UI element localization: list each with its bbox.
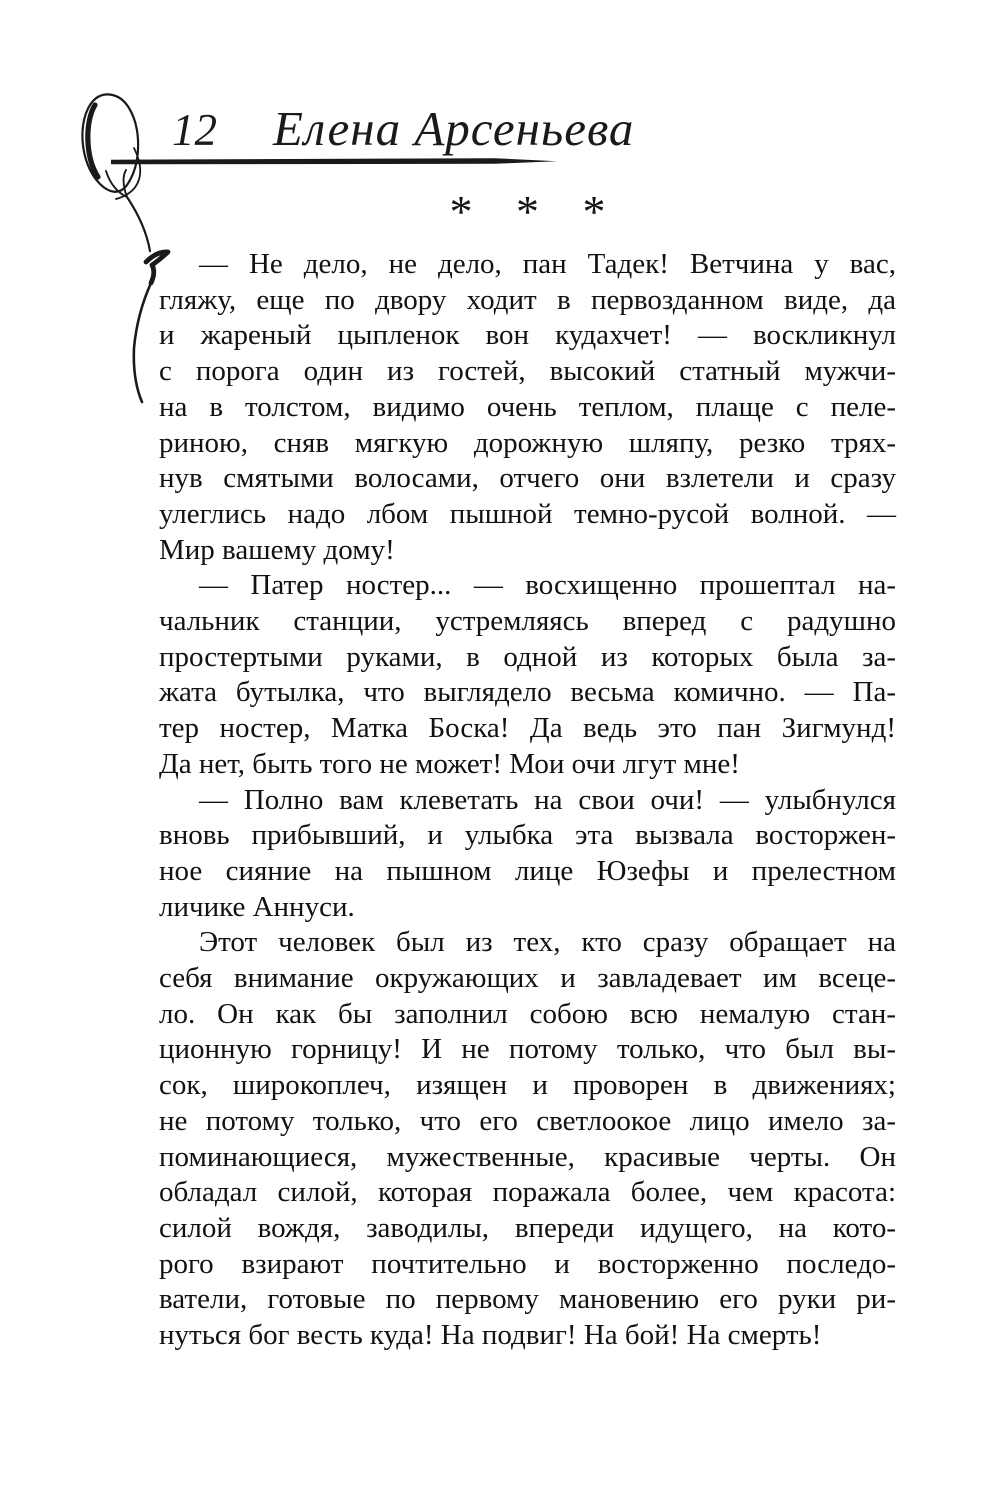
paragraph-2	[159, 568, 896, 782]
author-name: Елена Арсеньева	[273, 101, 635, 156]
text-line: тер ностер, Матка Боска! Да ведь это пан Зигмунд!	[159, 712, 896, 745]
text-line: рого взирают почтительно и восторженно последо-	[159, 1247, 896, 1280]
text-line: простертыми руками, в одной из которых была за-	[159, 640, 896, 673]
text-line: Мир вашему дому!	[159, 533, 395, 566]
text-line: вновь прибывший, и улыбка эта вызвала восторжен-	[159, 819, 896, 852]
text-line: силой вождя, заводилы, впереди идущего, на кото-	[159, 1211, 896, 1244]
paragraph-4	[159, 925, 896, 1353]
text-line: — Полно вам клеветать на свои очи! — улыбнулся	[199, 783, 896, 816]
text-line: — Патер ностер... — восхищенно прошептал на-	[199, 569, 896, 602]
text-line: — Не дело, не дело, пан Тадек! Ветчина у вас,	[199, 248, 896, 280]
header-rule	[111, 158, 557, 164]
text-line: и жареный цыпленок вон кудахчет! — воскликнул	[159, 319, 896, 352]
text-line: риною, сняв мягкую дорожную шляпу, резко трях-	[159, 426, 896, 459]
page-number: 12	[172, 105, 217, 155]
text-line: улеглись надо лбом пышной темно-русой волной. —	[159, 497, 896, 530]
text-line: не потому только, что его светлоокое лицо имело за-	[159, 1104, 896, 1137]
text-line: нув смятыми волосами, отчего они взлетели и сразу	[159, 462, 896, 495]
text-line: ционную горницу! И не потому только, что был вы-	[159, 1033, 896, 1066]
page-header	[172, 100, 634, 157]
text-line: Да нет, быть того не может! Мои очи лгут мне!	[159, 747, 740, 780]
text-line: сок, широкоплеч, изящен и проворен в движениях;	[159, 1069, 896, 1102]
text-line: личике Аннуси.	[159, 890, 355, 923]
text-line: с порога один из гостей, высокий статный мужчи-	[159, 355, 896, 388]
text-line: обладал силой, которая поражала более, чем красота:	[159, 1176, 896, 1209]
text-line: на в толстом, видимо очень теплом, плаще с пеле-	[159, 390, 896, 423]
text-line: себя внимание окружающих и завладевает им всеце-	[159, 962, 896, 995]
text-line: Этот человек был из тех, кто сразу обращает на	[199, 926, 896, 959]
text-line: ное сияние на пышном лице Юзефы и прелестном	[159, 854, 896, 887]
section-separator: * * *	[449, 186, 622, 237]
text-line: ватели, готовые по первому мановению его руки ри-	[159, 1283, 896, 1316]
text-line: жата бутылка, что выглядело весьма комично. — Па-	[159, 676, 896, 709]
text-line: чальник станции, устремляясь вперед с радушно	[159, 605, 896, 638]
text-line: нуться бог весть куда! На подвиг! На бой! На смерть!	[159, 1319, 822, 1352]
text-line: поминающиеся, мужественные, красивые черты. Он	[159, 1140, 896, 1173]
body-text	[159, 247, 896, 1354]
text-line: ло. Он как бы заполнил собою всю немалую стан-	[159, 997, 896, 1030]
paragraph-3	[159, 783, 896, 926]
text-line: гляжу, еще по двору ходит в первозданном виде, да	[159, 283, 896, 316]
paragraph-1	[159, 247, 896, 568]
